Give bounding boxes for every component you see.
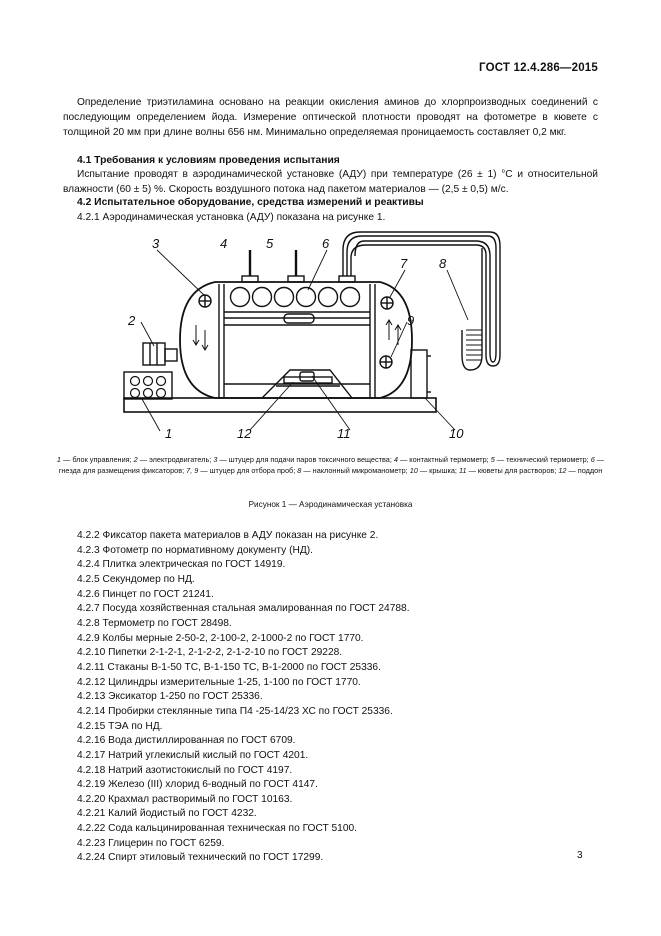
list-item: 4.2.18 Натрий азотистокислый по ГОСТ 4197. bbox=[77, 764, 293, 776]
intro-paragraph bbox=[63, 96, 598, 140]
sampling-fitting-7 bbox=[381, 297, 393, 309]
list-item: 4.2.3 Фотометр по нормативному документу (НД). bbox=[77, 544, 313, 556]
caption-t-6: — гнезда для размещения фиксаторов; bbox=[58, 455, 605, 475]
fig-label-12: 12 bbox=[237, 426, 252, 441]
list-item: 4.2.13 Эксикатор 1-250 по ГОСТ 25336. bbox=[77, 691, 263, 703]
electric-motor bbox=[143, 343, 177, 365]
caption-t-2: — электродвигатель; bbox=[137, 455, 214, 464]
equipment-list bbox=[77, 529, 410, 866]
lid bbox=[411, 350, 427, 398]
caption-n-4: 4 bbox=[393, 455, 398, 464]
list-item: 4.2.16 Вода дистиллированная по ГОСТ 6709. bbox=[77, 735, 296, 747]
caption-t-10: — кюветы для растворов; bbox=[466, 466, 559, 475]
fig-label-8: 8 bbox=[439, 256, 447, 271]
figure-title: Рисунок 1 — Аэродинамическая установка bbox=[248, 500, 413, 509]
vapor-inlet-fitting bbox=[199, 295, 211, 307]
caption-t-3: — штуцер для подачи паров токсичного вещества; bbox=[217, 455, 394, 464]
caption-t-9: — крышка; bbox=[417, 466, 459, 475]
page-number: 3 bbox=[577, 850, 583, 861]
list-item: 4.2.21 Калий йодистый по ГОСТ 4232. bbox=[77, 808, 257, 820]
control-block-knobs bbox=[131, 377, 166, 398]
fig-label-10: 10 bbox=[449, 426, 464, 441]
fig-label-3: 3 bbox=[152, 236, 160, 251]
caption-n-11: 12 bbox=[558, 466, 567, 475]
caption-n-9: 10 bbox=[409, 466, 418, 475]
caption-n-2: 2 bbox=[133, 455, 138, 464]
caption-n-7: 7, 9 bbox=[186, 466, 199, 475]
caption-n-10: 11 bbox=[458, 466, 467, 475]
fig-label-7: 7 bbox=[400, 256, 408, 271]
list-item: 4.2.7 Посуда хозяйственная стальная эмалированная по ГОСТ 24788. bbox=[77, 603, 410, 615]
caption-t-5: — технический термометр; bbox=[494, 455, 591, 464]
list-item: 4.2.12 Цилиндры измерительные 1-25, 1-100 по ГОСТ 1770. bbox=[77, 676, 361, 688]
housing bbox=[180, 282, 415, 398]
caption-n-8: 8 bbox=[297, 466, 302, 475]
fig-label-6: 6 bbox=[322, 236, 330, 251]
pipes bbox=[339, 232, 500, 370]
list-item: 4.2.8 Термометр по ГОСТ 28498. bbox=[77, 617, 232, 629]
document-code: ГОСТ 12.4.286—2015 bbox=[479, 62, 598, 74]
list-item: 4.2.22 Сода кальцинированная техническая по ГОСТ 5100. bbox=[77, 823, 358, 835]
list-item: 4.2.9 Колбы мерные 2-50-2, 2-100-2, 2-1000-2 по ГОСТ 1770. bbox=[77, 632, 364, 644]
list-item: 4.2.4 Плитка электрическая по ГОСТ 14919. bbox=[77, 559, 286, 571]
fig-label-2: 2 bbox=[128, 313, 136, 328]
list-item: 4.2.11 Стаканы В-1-50 ТС, В-1-150 ТС, В-1-2000 по ГОСТ 25336. bbox=[77, 661, 381, 673]
list-item: 4.2.24 Спирт этиловый технический по ГОСТ 17299. bbox=[77, 852, 324, 864]
caption-t-1: — блок управления; bbox=[60, 455, 134, 464]
list-item: 4.2.17 Натрий углекислый кислый по ГОСТ 4201. bbox=[77, 749, 309, 761]
list-item: 4.2.20 Крахмал растворимый по ГОСТ 10163. bbox=[77, 793, 293, 805]
fig-label-1: 1 bbox=[165, 426, 173, 441]
fixator-sockets bbox=[231, 288, 360, 307]
fig-label-9: 9 bbox=[407, 313, 415, 328]
section-4-1-title: 4.1 Требования к условиям проведения испытания bbox=[77, 155, 340, 166]
sampling-fitting-9 bbox=[380, 356, 392, 368]
caption-n-5: 5 bbox=[490, 455, 495, 464]
section-4-1-text: Испытание проводят в аэродинамической установке (АДУ) при температуре (26 ± 1) °С и относительной влажности (60 ± 5) %. Скорость воздушного потока над пакетом материалов — (2,5 ± 0,5) м/с. bbox=[63, 169, 598, 195]
figure-aerodynamic-installation bbox=[0, 225, 661, 447]
figure-caption bbox=[48, 454, 613, 476]
list-item: 4.2.6 Пинцет по ГОСТ 21241. bbox=[77, 588, 214, 600]
caption-t-7: — штуцер для отбора проб; bbox=[198, 466, 298, 475]
list-item: 4.2.19 Железо (III) хлорид 6-водный по ГОСТ 4147. bbox=[77, 779, 318, 791]
list-item: 4.2.23 Глицерин по ГОСТ 6259. bbox=[77, 837, 225, 849]
list-item: 4.2.10 Пипетки 2-1-2-1, 2-1-2-2, 2-1-2-10 по ГОСТ 29228. bbox=[77, 647, 343, 659]
caption-t-8: — наклонный микроманометр; bbox=[301, 466, 410, 475]
caption-n-1: 1 bbox=[56, 455, 61, 464]
section-4-1-paragraph bbox=[63, 168, 598, 198]
fig-label-4: 4 bbox=[220, 236, 228, 251]
caption-t-11: — поддон bbox=[566, 466, 603, 475]
intro-text: Определение триэтиламина основано на реакции окисления аминов до хлорпроизводных соединений с последующим определением йода. Измерение оптической плотности проводят на фотометре в кювете с толщиной 20 мм при длине волны 656 нм. Минимально определяемая проницаемость составляет 0,2 мкг. bbox=[63, 97, 598, 138]
caption-n-3: 3 bbox=[213, 455, 218, 464]
section-4-2-title: 4.2 Испытательное оборудование, средства измерений и реактивы bbox=[77, 197, 424, 208]
base-plate bbox=[124, 398, 436, 412]
list-item: 4.2.14 Пробирки стеклянные типа П4 -25-14/23 ХС по ГОСТ 25336. bbox=[77, 705, 393, 717]
list-item: 4.2.15 ТЭА по НД. bbox=[77, 720, 163, 732]
caption-t-4: — контактный термометр; bbox=[397, 455, 489, 464]
item-4-2-1: 4.2.1 Аэродинамическая установка (АДУ) показана на рисунке 1. bbox=[77, 212, 386, 223]
list-item: 4.2.5 Секундомер по НД. bbox=[77, 573, 195, 585]
fig-label-11: 11 bbox=[337, 426, 351, 441]
list-item: 4.2.2 Фиксатор пакета материалов в АДУ показан на рисунке 2. bbox=[77, 530, 379, 541]
fig-label-5: 5 bbox=[266, 236, 274, 251]
caption-n-6: 6 bbox=[590, 455, 595, 464]
micromanometer bbox=[466, 330, 482, 360]
